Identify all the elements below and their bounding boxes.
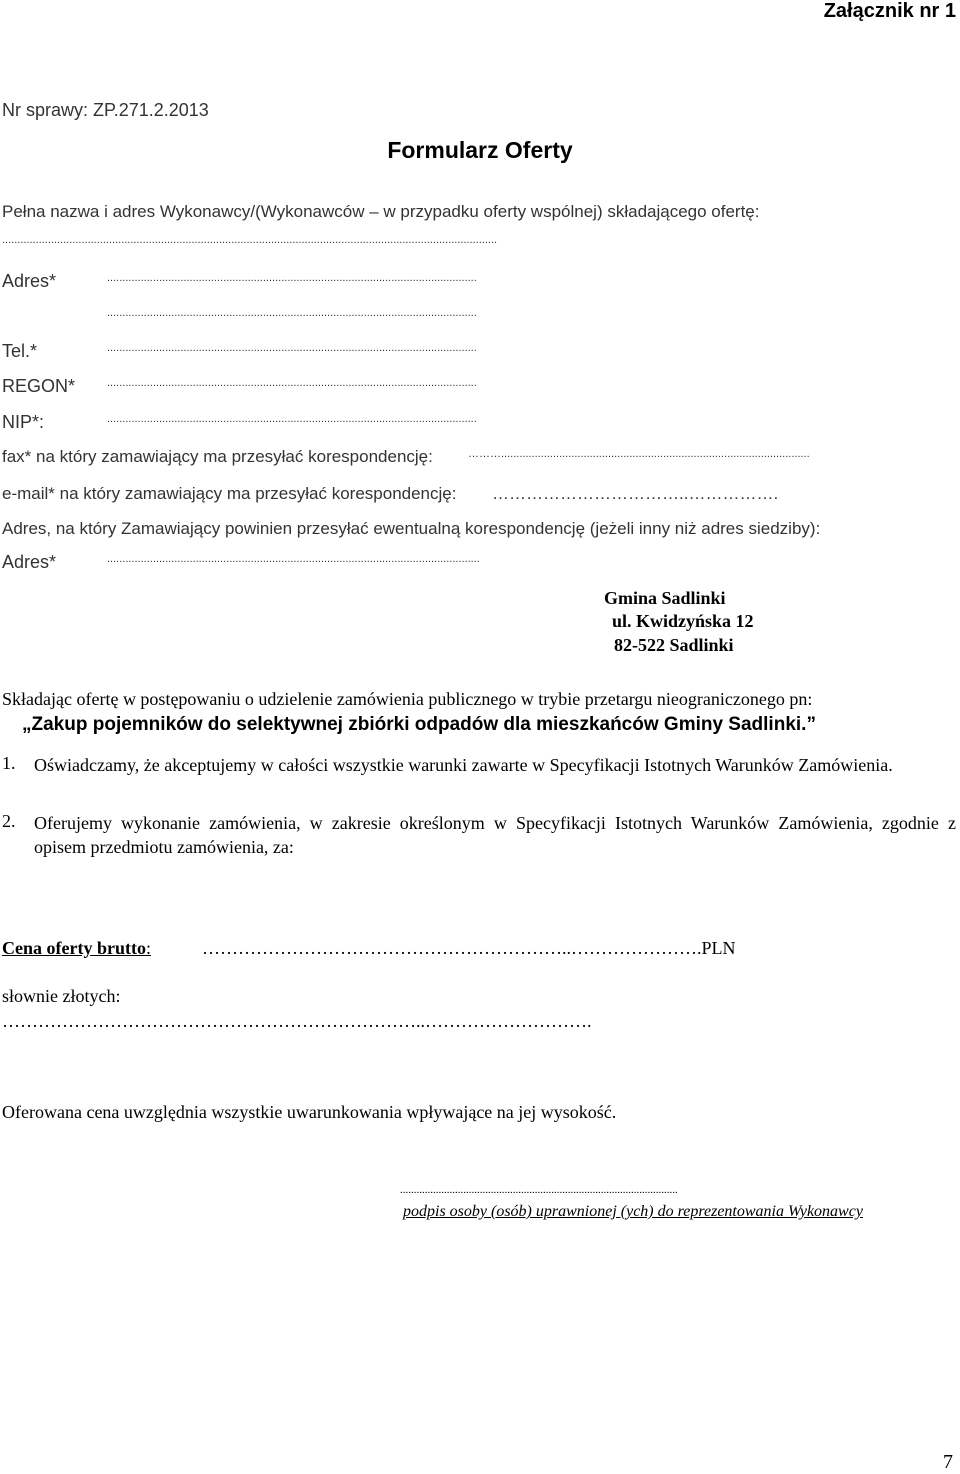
- address-line-1: .........................................................................................................................: [107, 272, 477, 284]
- attachment-label: Załącznik nr 1: [823, 0, 956, 22]
- item-1-number: 1.: [2, 753, 16, 773]
- price-label: Cena oferty brutto: [2, 938, 146, 958]
- price-words-line: ……………………………………………………………..……………………….: [2, 1011, 592, 1031]
- phone-line: .........................................................................................................................: [107, 342, 477, 354]
- price-words-label: słownie złotych:: [2, 986, 121, 1006]
- nip-line: .........................................................................................................................: [107, 413, 477, 425]
- page-title: Formularz Oferty: [387, 137, 573, 163]
- correspondence-address-label: Adres*: [2, 552, 57, 572]
- price-note: Oferowana cena uwzględnia wszystkie uwarunkowania wpływające na jej wysokość.: [2, 1102, 617, 1122]
- email-line: ……………………………..…………….: [492, 484, 779, 503]
- phone-label: Tel.*: [2, 341, 38, 361]
- price-label-row: [2, 938, 151, 959]
- recipient-name: Gmina Sadlinki: [604, 588, 726, 608]
- procedure-intro: Składając ofertę w postępowaniu o udzielenie zamówienia publicznego w trybie przetargu nieograniczonego pn:: [2, 689, 813, 709]
- nip-label: NIP*:: [2, 412, 45, 432]
- procedure-name: „Zakup pojemników do selektywnej zbiórki odpadów dla mieszkańców Gminy Sadlinki.”: [22, 714, 816, 735]
- regon-line: .........................................................................................................................: [107, 377, 477, 389]
- recipient-city: 82-522 Sadlinki: [614, 635, 734, 655]
- case-number: Nr sprawy: ZP.271.2.2013: [2, 100, 209, 120]
- price-line: ……………………………………………………..………………….PLN: [202, 938, 736, 958]
- item-1-text: Oświadczamy, że akceptujemy w całości wszystkie warunki zawarte w Specyfikacji Istotnych Warunków Zamówienia.: [34, 755, 893, 775]
- address-label: Adres*: [2, 271, 57, 291]
- fax-line: ……….....................................................................................................: [468, 448, 810, 460]
- correspondence-address-line: ..........................................................................................................................: [107, 553, 480, 565]
- correspondence-label: Adres, na który Zamawiający powinien przesyłać ewentualną korespondencję (jeżeli inny niż adres siedziby):: [2, 519, 821, 538]
- recipient-street: ul. Kwidzyńska 12: [612, 611, 754, 631]
- price-colon: :: [145, 938, 151, 958]
- item-2-text: Oferujemy wykonanie zamówienia, w zakresie określonym w Specyfikacji Istotnych Warunków Zamówienia, zgodnie z opisem przedmiotu zamówienia, za:: [34, 813, 956, 857]
- address-line-2: .........................................................................................................................: [107, 307, 477, 319]
- contractor-name-line: ..................................................................................................................................................................: [2, 234, 498, 246]
- signature-caption: podpis osoby (osób) uprawnionej (ych) do reprezentowania Wykonawcy: [403, 1203, 863, 1220]
- page-number: 7: [943, 1451, 953, 1473]
- fax-label: fax* na który zamawiający ma przesyłać korespondencję:: [2, 447, 433, 466]
- contractor-name-label: Pełna nazwa i adres Wykonawcy/(Wykonawców – w przypadku oferty wspólnej) składającego ofertę:: [2, 202, 760, 221]
- signature-line: .....................................................................................................: [400, 1184, 678, 1196]
- regon-label: REGON*: [2, 376, 76, 396]
- email-label: e-mail* na który zamawiający ma przesyłać korespondencję:: [2, 484, 457, 503]
- item-2-number: 2.: [2, 811, 16, 831]
